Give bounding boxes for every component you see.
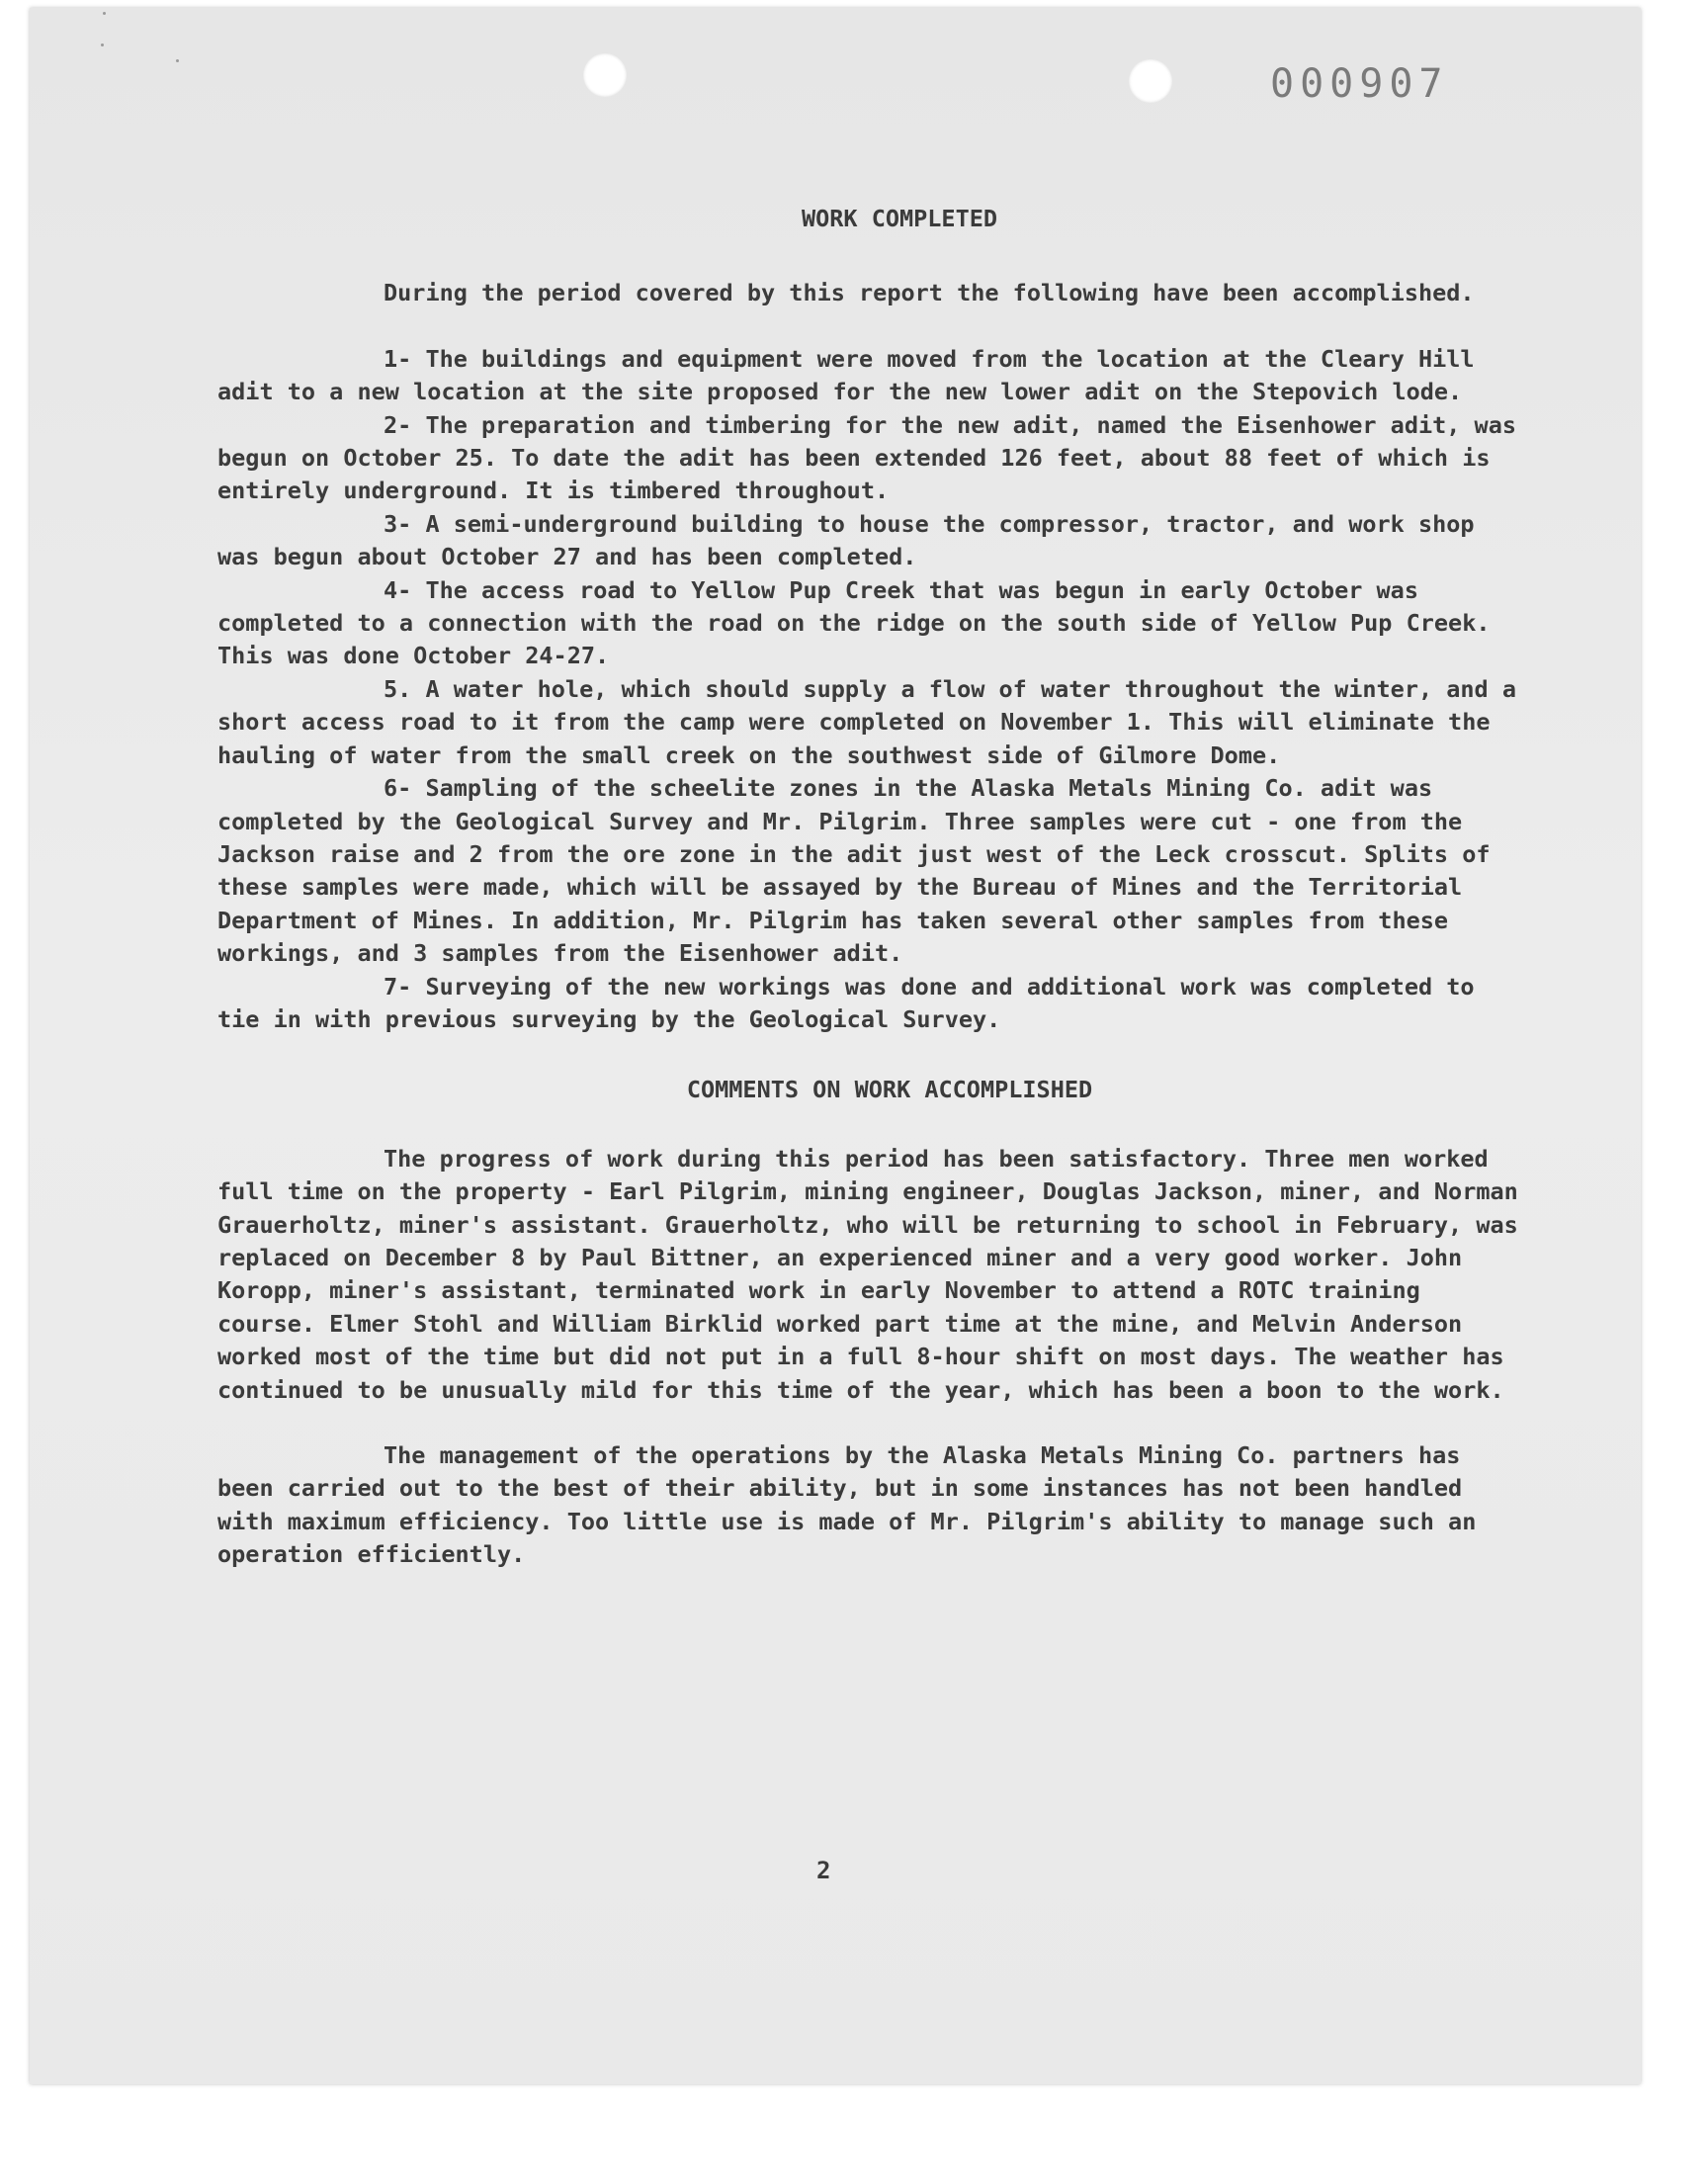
binder-hole-right — [1129, 59, 1172, 103]
work-item-5: 5. A water hole, which should supply a flow of water throughout the winter, and a short access road to it from the camp were completed on November 1. This will eliminate the hauling of water from the small creek on the southwest side of Gilmore Dome. — [217, 674, 1517, 769]
section-heading-comments: COMMENTS ON WORK ACCOMPLISHED — [686, 1076, 1093, 1104]
document-number: 000907 — [1270, 61, 1449, 107]
document-body — [217, 203, 1522, 1572]
scan-speck — [101, 44, 104, 46]
work-item-6: 6- Sampling of the scheelite zones in the Alaska Metals Mining Co. adit was completed by the Geological Survey and Mr. Pilgrim. Three samples were cut - one from the Jackson raise and 2 from the ore zone in the adit just west of the Leck crosscut. Splits of these samples were made, which will be assayed by the Bureau of Mines and the Territorial Department of Mines. In addition, Mr. Pilgrim has taken several other samples from these workings, and 3 samples from the Eisenhower adit. — [217, 774, 1491, 968]
intro-paragraph: During the period covered by this report the following have been accomplished. — [384, 279, 1475, 307]
comments-paragraph-management: The management of the operations by the Alaska Metals Mining Co. partners has been carried out to the best of their ability, but in some instances has not been handled with maximum efficiency. Too little use is made of Mr. Pilgrim's ability to manage such an operation efficiently. — [217, 1441, 1477, 1569]
section-heading-work-completed: WORK COMPLETED — [801, 205, 998, 232]
work-item-7: 7- Surveying of the new workings was done and additional work was completed to tie in with previous surveying by the Geological Survey. — [217, 972, 1475, 1033]
scan-speck — [176, 59, 179, 62]
binder-hole-left — [583, 53, 627, 97]
work-item-3: 3- A semi-underground building to house the compressor, tractor, and work shop was begun about October 27 and has been completed. — [217, 509, 1475, 571]
comments-paragraph-progress: The progress of work during this period has been satisfactory. Three men worked full time on the property - Earl Pilgrim, mining engineer, Douglas Jackson, miner, and Norman Grauerholtz, miner's assistant. Grauerholtz, who will be returning to school in February, was replaced on December 8 by Paul Bittner, an experienced miner and a very good worker. John Koropp, miner's assistant, terminated work in early November to attend a ROTC training course. Elmer Stohl and William Birklid worked part time at the mine, and Melvin Anderson worked most of the time but did not put in a full 8-hour shift on most days. The weather has continued to be unusually mild for this time of the year, which has been a boon to the work. — [217, 1144, 1518, 1404]
work-item-4: 4- The access road to Yellow Pup Creek that was begun in early October was completed to a connection with the road on the ridge on the south side of Yellow Pup Creek. This was done October 24-27. — [217, 575, 1491, 670]
page-number: 2 — [816, 1857, 831, 1884]
scan-speck — [103, 12, 106, 15]
work-item-2: 2- The preparation and timbering for the new adit, named the Eisenhower adit, was begun on October 25. To date the adit has been extended 126 feet, about 88 feet of which is entirely underground. It is timbered throughout. — [217, 410, 1517, 505]
work-item-1: 1- The buildings and equipment were moved from the location at the Cleary Hill adit to a new location at the site proposed for the new lower adit on the Stepovich lode. — [217, 344, 1475, 406]
